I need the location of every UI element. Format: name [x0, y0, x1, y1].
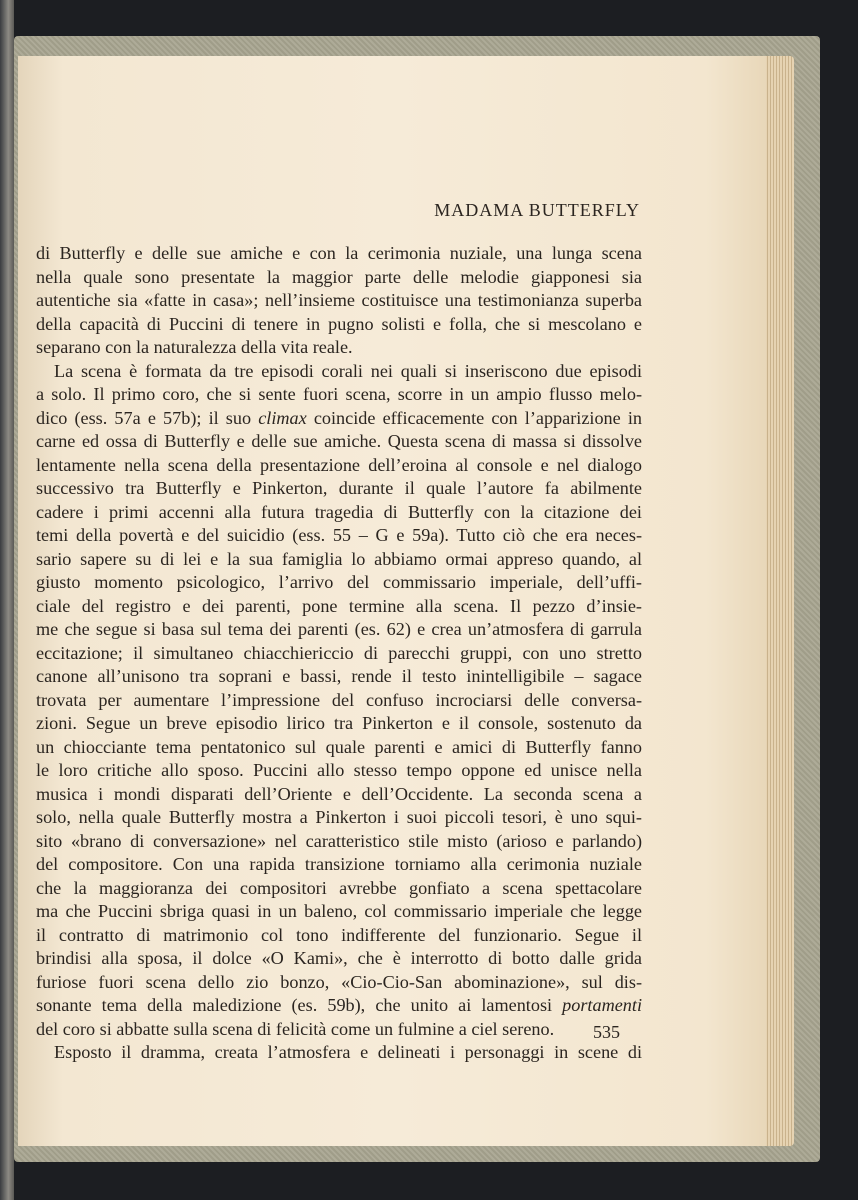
text-line: le loro critiche allo sposo. Puccini allo stesso tempo oppone ed unisce nella [36, 760, 642, 780]
text-line: separano con la naturalezza della vita reale. [36, 337, 353, 357]
text-line: zioni. Segue un breve episodio lirico tra Pinkerton e il console, sostenuto da [36, 713, 642, 733]
text-line: furiose fuori scena dello zio bonzo, «Cio-Cio-San abominazione», sul dis- [36, 971, 642, 992]
text-line: musica i mondi disparati dell’Oriente e dell’Occidente. La seconda scena a [36, 783, 642, 804]
text-line: Esposto il dramma, creata l’atmosfera e delineati i personaggi in scene di [54, 1042, 642, 1062]
text-line: me che segue si basa sul tema dei parenti (es. 62) e crea un’atmosfera di garrula [36, 619, 642, 639]
text-line: lentamente nella scena della presentazione dell’eroina al console e nel dialogo [36, 454, 642, 475]
body-text [36, 242, 642, 1065]
text-line: giusto momento psicologico, l’arrivo del commissario imperiale, dell’uffi- [36, 572, 642, 592]
text-line: cadere i primi accenni alla futura tragedia di Butterfly con la citazione dei [36, 501, 642, 522]
text-line: dico (ess. 57a e 57b); il suo climax coincide efficacemente con l’apparizione in [36, 407, 642, 428]
page-number: 535 [593, 1022, 620, 1042]
page-edges [762, 56, 794, 1146]
text-line: sito «brano di conversazione» nel caratteristico stile misto (arioso e parlando) [36, 830, 642, 851]
text-line: sonante tema della maledizione (es. 59b), che unito ai lamentosi portamenti [36, 995, 642, 1015]
text-line: brindisi alla sposa, il dolce «O Kami», che è interrotto di botto dalle grida [36, 948, 642, 968]
text-line: nella quale sono presentate la maggior parte delle melodie giapponesi sia [36, 266, 642, 287]
text-line: successivo tra Butterfly e Pinkerton, durante il quale l’autore fa abilmente [36, 478, 642, 498]
text-line: di Butterfly e delle sue amiche e con la cerimonia nuziale, una lunga scena [36, 243, 642, 263]
text-line: eccitazione; il simultaneo chiacchiericcio di parecchi gruppi, con uno stretto [36, 642, 642, 663]
text-line: un chiocciante tema pentatonico sul quale parenti e amici di Butterfly fanno [36, 736, 642, 757]
text-line: che la maggioranza dei compositori avrebbe gonfiato a scena spettacolare [36, 877, 642, 898]
running-head: MADAMA BUTTERFLY [434, 200, 640, 220]
text-line: carne ed ossa di Butterfly e delle sue amiche. Questa scena di massa si dissolve [36, 431, 642, 451]
text-line: del coro si abbatte sulla scena di felicità come un fulmine a ciel sereno. [36, 1018, 555, 1039]
text-line: autentiche sia «fatte in casa»; nell’insieme costituisce una testimonianza superba [36, 290, 642, 310]
text-line: della capacità di Puccini di tenere in pugno solisti e folla, che si mescolano e [36, 313, 642, 334]
paragraph-3 [36, 1041, 642, 1065]
text-line: sario sapere su di lei e la sua famiglia lo abbiamo ormai appreso quando, al [36, 548, 642, 569]
text-line: del compositore. Con una rapida transizione torniamo alla cerimonia nuziale [36, 854, 642, 874]
text-line: ma che Puccini sbriga quasi in un baleno, col commissario imperiale che legge [36, 901, 642, 921]
paragraph-2 [36, 360, 642, 1042]
text-line: La scena è formata da tre episodi corali nei quali si inseriscono due episodi [54, 360, 642, 381]
book-page [18, 56, 766, 1146]
text-line: a solo. Il primo coro, che si sente fuori scena, scorre in un ampio flusso melo- [36, 384, 642, 404]
paragraph-1 [36, 242, 642, 360]
text-line: trovata per aumentare l’impressione del confuso incrociarsi delle conversa- [36, 689, 642, 710]
text-line: ciale del registro e dei parenti, pone termine alla scena. Il pezzo d’insie- [36, 595, 642, 616]
text-line: solo, nella quale Butterfly mostra a Pinkerton i suoi piccoli tesori, è uno squi- [36, 807, 642, 827]
text-line: il contratto di matrimonio col tono indifferente del funzionario. Segue il [36, 924, 642, 945]
left-gutter [0, 0, 14, 1200]
text-line: temi della povertà e del suicidio (ess. 55 – G e 59a). Tutto ciò che era neces- [36, 525, 642, 545]
text-line: canone all’unisono tra soprani e bassi, rende il testo inintelligibile – sagace [36, 666, 642, 686]
